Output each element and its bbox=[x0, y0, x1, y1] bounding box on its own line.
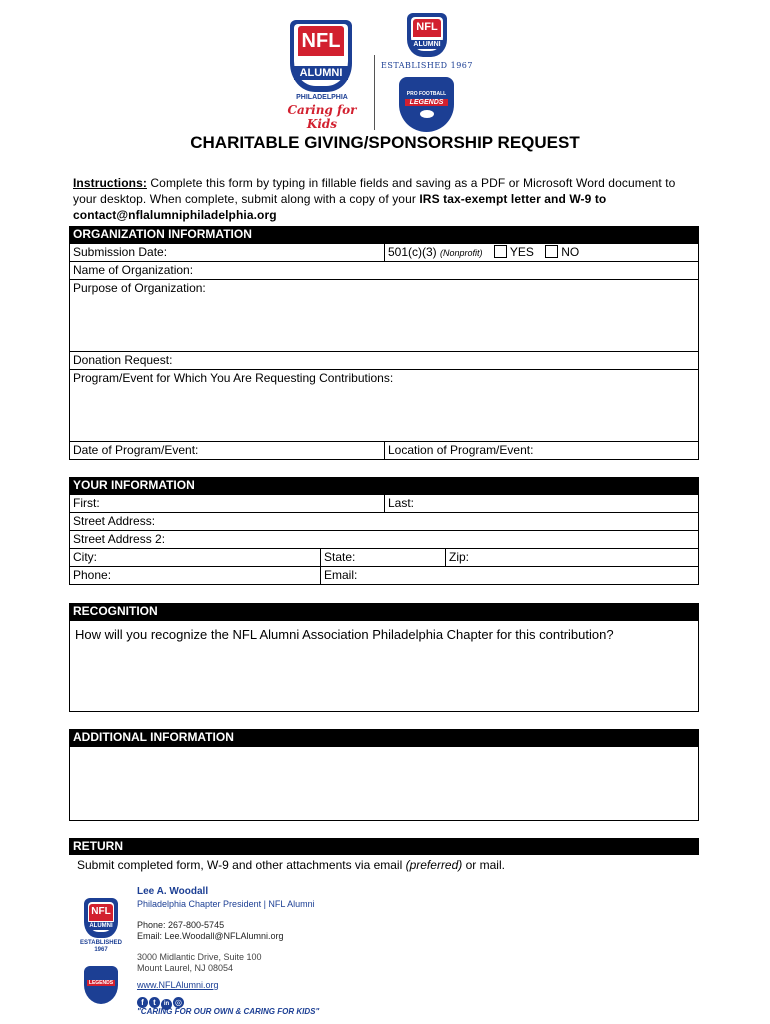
donation-request-field[interactable] bbox=[69, 351, 699, 370]
organization-name-field[interactable] bbox=[69, 261, 699, 280]
event-location-label: Location of Program/Event: bbox=[388, 443, 534, 457]
org-header: ORGANIZATION INFORMATION bbox=[69, 226, 699, 243]
legends-top-text: PRO FOOTBALL bbox=[406, 91, 447, 97]
signature-phone: Phone: 267-800-5745 bbox=[137, 920, 225, 930]
instructions-label: Instructions: bbox=[73, 176, 147, 190]
phone-label: Phone: bbox=[73, 568, 112, 582]
program-event-field[interactable] bbox=[69, 369, 699, 442]
donation-request-label: Donation Request: bbox=[73, 353, 173, 367]
logo-small-alumni-text: ALUMNI bbox=[411, 40, 443, 49]
footer-legends-text: LEGENDS bbox=[88, 980, 114, 986]
street-address-label: Street Address: bbox=[73, 514, 156, 528]
zip-label: Zip: bbox=[449, 550, 470, 564]
state-field[interactable] bbox=[320, 548, 446, 567]
established-text: ESTABLISHED 1967 bbox=[381, 61, 473, 70]
street-address-2-label: Street Address 2: bbox=[73, 532, 166, 546]
email-field[interactable] bbox=[320, 566, 699, 585]
event-location-field[interactable] bbox=[384, 441, 699, 460]
organization-purpose-label: Purpose of Organization: bbox=[73, 281, 206, 295]
recognition-header: RECOGNITION bbox=[69, 603, 699, 620]
yes-checkbox[interactable] bbox=[494, 245, 507, 258]
return-text: Submit completed form, W-9 and other attachments via email bbox=[77, 858, 406, 872]
street-address-field[interactable] bbox=[69, 512, 699, 531]
signature-address-1: 3000 Midlantic Drive, Suite 100 bbox=[137, 952, 262, 962]
footer-logo-nfl-text: NFL bbox=[89, 904, 113, 921]
submission-date-label: Submission Date: bbox=[73, 245, 168, 259]
logo-nfl-text: NFL bbox=[298, 26, 344, 56]
instructions-text: Complete this form by typing in fillable fields and saving as a PDF or Microsoft Word document to your desktop. When complete, submit along with a copy of your bbox=[73, 176, 676, 206]
last-name-label: Last: bbox=[388, 496, 415, 510]
first-name-label: First: bbox=[73, 496, 100, 510]
legends-logo bbox=[399, 77, 454, 132]
phone-field[interactable] bbox=[69, 566, 321, 585]
return-text-end: or mail. bbox=[462, 858, 505, 872]
additional-info-field[interactable] bbox=[69, 746, 699, 821]
linkedin-icon[interactable]: in bbox=[161, 999, 172, 1010]
footer-nfl-logo bbox=[84, 898, 118, 938]
additional-info-header: ADDITIONAL INFORMATION bbox=[69, 729, 699, 746]
signature-email: Email: Lee.Woodall@NFLAlumni.org bbox=[137, 931, 284, 941]
signature-role: Philadelphia Chapter President | NFL Alumni bbox=[137, 899, 315, 909]
yes-label: YES bbox=[509, 245, 534, 259]
your-info-header: YOUR INFORMATION bbox=[69, 477, 699, 494]
signature-name: Lee A. Woodall bbox=[137, 886, 209, 897]
footer-established: ESTABLISHED 1967 bbox=[80, 940, 122, 953]
event-date-label: Date of Program/Event: bbox=[73, 443, 199, 457]
footer-logo-alumni-text: ALUMNI bbox=[89, 923, 113, 929]
nfl-alumni-logo bbox=[290, 20, 352, 92]
event-date-field[interactable] bbox=[69, 441, 385, 460]
zip-field[interactable] bbox=[445, 548, 699, 567]
status-label: 501(c)(3) bbox=[388, 245, 437, 259]
logo-alumni-text: ALUMNI bbox=[294, 66, 348, 80]
program-event-label: Program/Event for Which You Are Requesting Contributions: bbox=[73, 371, 394, 385]
signature-address-2: Mount Laurel, NJ 08054 bbox=[137, 963, 234, 973]
logo-city: PHILADELPHIA bbox=[296, 94, 348, 101]
organization-name-label: Name of Organization: bbox=[73, 263, 194, 277]
logo-small-nfl-text: NFL bbox=[413, 19, 441, 37]
footer-legends-logo bbox=[84, 966, 118, 1004]
nonprofit-status-field bbox=[384, 243, 699, 262]
city-field[interactable] bbox=[69, 548, 321, 567]
recognition-field[interactable] bbox=[69, 620, 699, 712]
facebook-icon[interactable]: f bbox=[137, 997, 148, 1008]
street-address-2-field[interactable] bbox=[69, 530, 699, 549]
city-label: City: bbox=[73, 550, 97, 564]
no-label: NO bbox=[561, 245, 580, 259]
twitter-icon[interactable]: t bbox=[149, 997, 160, 1008]
legends-text: LEGENDS bbox=[405, 99, 448, 106]
football-icon bbox=[420, 110, 434, 118]
logo-divider bbox=[374, 55, 375, 130]
signature-website-link[interactable]: www.NFLAlumni.org bbox=[137, 980, 219, 990]
signature-slogan: "CARING FOR OUR OWN & CARING FOR KIDS" bbox=[137, 1007, 320, 1016]
submission-date-field[interactable] bbox=[69, 243, 385, 262]
page-title: CHARITABLE GIVING/SPONSORSHIP REQUEST bbox=[190, 133, 580, 152]
return-instructions bbox=[77, 858, 505, 872]
nfl-alumni-small-logo bbox=[407, 13, 447, 57]
no-checkbox[interactable] bbox=[545, 245, 558, 258]
return-header: RETURN bbox=[69, 838, 699, 855]
last-name-field[interactable] bbox=[384, 494, 699, 513]
first-name-field[interactable] bbox=[69, 494, 385, 513]
instructions-bold: IRS tax-exempt letter and W-9 to contact@nflalumniphiladelphia.org bbox=[73, 192, 607, 222]
logo-tagline: Caring for Kids bbox=[287, 103, 357, 131]
email-label: Email: bbox=[324, 568, 358, 582]
recognition-question: How will you recognize the NFL Alumni Association Philadelphia Chapter for this contribution? bbox=[75, 627, 614, 642]
return-preferred: (preferred) bbox=[405, 858, 463, 872]
instructions bbox=[73, 175, 698, 223]
instagram-icon[interactable]: ◎ bbox=[173, 997, 184, 1008]
organization-purpose-field[interactable] bbox=[69, 279, 699, 352]
status-note: (Nonprofit) bbox=[440, 248, 483, 258]
state-label: State: bbox=[324, 550, 356, 564]
